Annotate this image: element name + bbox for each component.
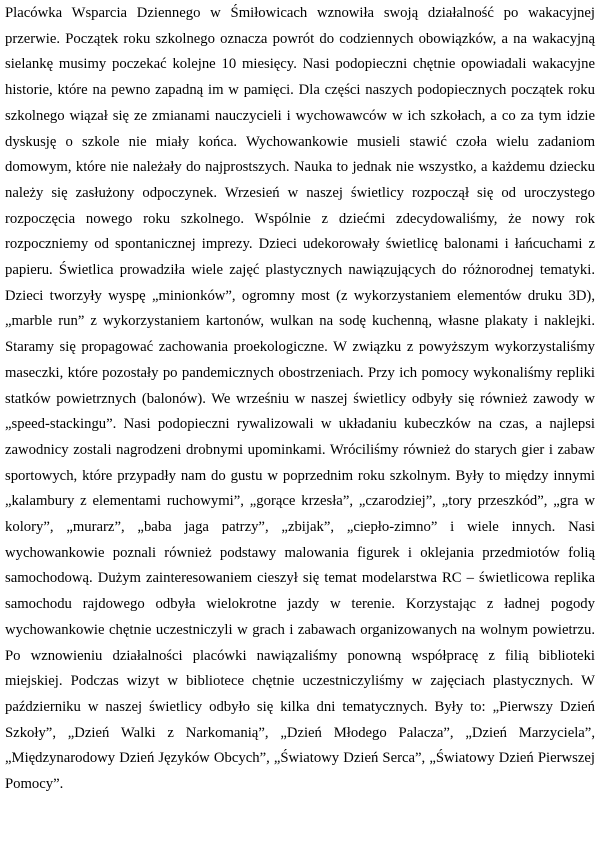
- body-paragraph: Placówka Wsparcia Dziennego w Śmiłowicach wznowiła swoją działalność po wakacyjnej przerwie. Początek roku szkolnego oznacza powrót do codziennych obowiązków, a na wakacyjną sielankę musimy poczekać kolejne 10 miesięcy. Nasi podopieczni chętnie opowiadali wakacyjne historie, które na pewno zapadną im w pamięci. Dla części naszych podopiecznych początek roku szkolnego wiązał się ze zmianami nauczycieli i wychowawców w ich szkołach, a co za tym idzie dyskusję o szkole nie miały końca. Wychowankowie musieli stawić czoła wielu zadaniom domowym, które nie należały do najprostszych. Nauka to jednak nie wszystko, a każdemu dziecku należy się zasłużony odpoczynek. Wrzesień w naszej świetlicy rozpoczął się od uroczystego rozpoczęcia nowego roku szkolnego. Wspólnie z dziećmi zdecydowaliśmy, że nowy rok rozpoczniemy od spontanicznej imprezy. Dzieci udekorowały świetlicę balonami i łańcuchami z papieru. Świetlica prowadziła wiele zajęć plastycznych nawiązujących do różnorodnej tematyki. Dzieci tworzyły wyspę „minionków”, ogromny most (z wykorzystaniem elementów druku 3D), „marble run” z wykorzystaniem kartonów, wulkan na sodę kuchenną, własne plakaty i naklejki. Staramy się propagować zachowania proekologiczne. W związku z powyższym wykorzystaliśmy maseczki, które pozostały po pandemicznych obostrzeniach. Przy ich pomocy wykonaliśmy repliki statków powietrznych (balonów). We wrześniu w naszej świetlicy odbyły się również zawody w „speed-stackingu”. Nasi podopieczni rywalizowali w układaniu kubeczków na czas, a najlepsi zawodnicy zostali nagrodzeni drobnymi upominkami. Wróciliśmy również do starych gier i zabaw sportowych, które przypadły nam do gustu w poprzednim roku szkolnym. Były to między innymi „kalambury z elementami ruchowymi”, „gorące krzesła”, „czarodziej”, „tory przeszkód”, „gra w kolory”, „murarz”, „baba jaga patrzy”, „zbijak”, „ciepło-zimno” i wiele innych. Nasi wychowankowie poznali również podstawy malowania figurek i oklejania przedmiotów folią samochodową. Dużym zainteresowaniem cieszył się temat modelarstwa RC – świetlicowa replika samochodu rajdowego odbyła wielokrotne jazdy w terenie. Korzystając z ładnej pogody wychowankowie chętnie uczestniczyli w grach i zabawach organizowanych na wolnym powietrzu. Po wznowieniu działalności placówki nawiązaliśmy ponowną współpracę z filią biblioteki miejskiej. Podczas wizyt w bibliotece chętnie uczestniczyliśmy w zajęciach plastycznych. W październiku w naszej świetlicy odbyło się kilka dni tematycznych. Były to: „Pierwszy Dzień Szkoły”, „Dzień Walki z Narkomanią”, „Dzień Młodego Palacza”, „Dzień Marzyciela”, „Międzynarodowy Dzień Języków Obcych”, „Światowy Dzień Serca”, „Światowy Dzień Pierwszej Pomocy”.: [5, 5, 595, 793]
